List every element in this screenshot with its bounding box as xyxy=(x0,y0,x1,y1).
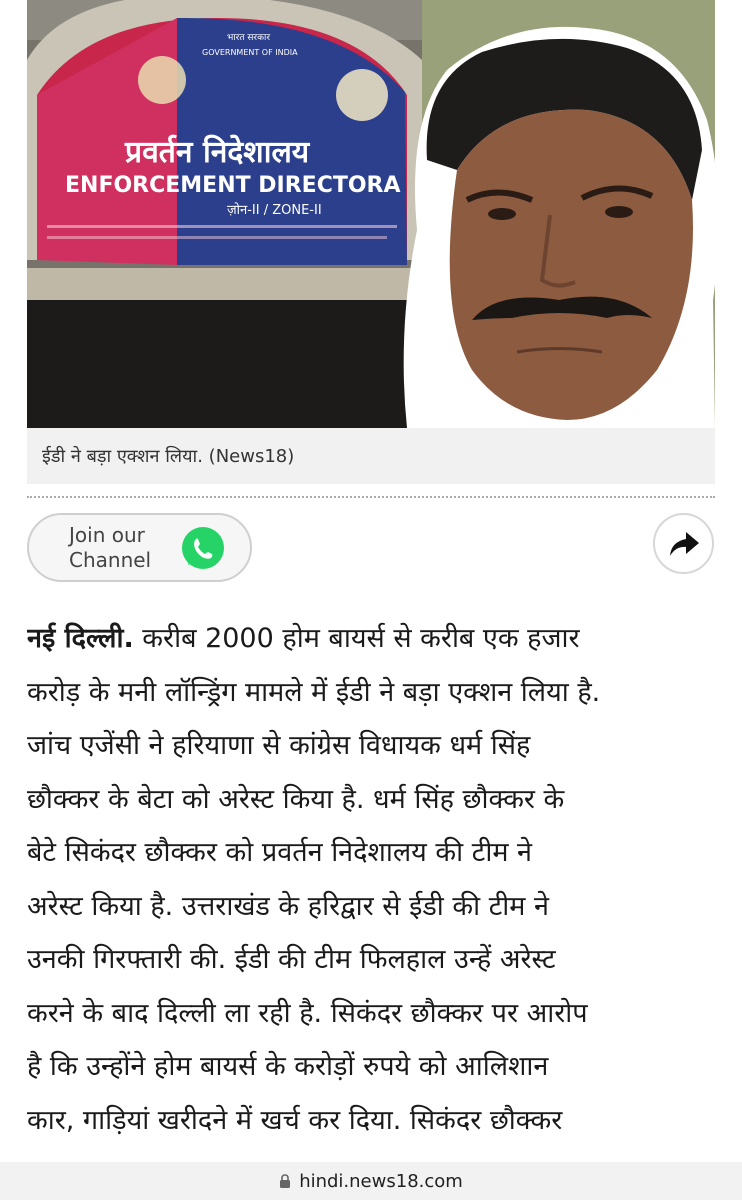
browser-url: hindi.news18.com xyxy=(299,1170,463,1192)
article-line: है कि उन्होंने होम बायर्स के करोड़ों रुपये को आलिशान xyxy=(27,1051,549,1082)
share-arrow-icon xyxy=(668,530,700,558)
section-divider xyxy=(27,496,715,498)
sign-english-title: ENFORCEMENT DIRECTORA xyxy=(65,173,401,198)
article-photo xyxy=(27,0,715,428)
article-body xyxy=(27,612,717,1164)
whatsapp-icon xyxy=(180,525,226,571)
ed-signboard xyxy=(37,18,407,265)
share-button[interactable] xyxy=(653,513,714,574)
join-channel-button[interactable] xyxy=(27,513,252,582)
browser-url-bar[interactable] xyxy=(0,1162,742,1200)
article-line: छौक्कर के बेटा को अरेस्ट किया है. धर्म सिंह छौक्कर के xyxy=(27,783,565,815)
photo-illustration xyxy=(27,0,715,428)
lock-icon xyxy=(279,1174,291,1189)
article-line: जांच एजेंसी ने हरियाणा से कांग्रेस विधायक धर्म सिंह xyxy=(27,730,531,761)
article-line: करने के बाद दिल्ली ला रही है. सिकंदर छौक्कर पर आरोप xyxy=(27,997,588,1029)
join-channel-line2: Channel xyxy=(69,547,152,572)
sign-hindi-title: प्रवर्तन निदेशालय xyxy=(125,135,310,170)
article-line-rest: करीब 2000 होम बायर्स से करीब एक हजार xyxy=(133,623,580,654)
article-line: बेटे सिकंदर छौक्कर को प्रवर्तन निदेशालय की टीम ने xyxy=(27,837,533,868)
join-channel-label xyxy=(69,523,179,573)
article-line xyxy=(27,612,717,666)
article-line: उनकी गिरफ्तारी की. ईडी की टीम फिलहाल उन्हें अरेस्ट xyxy=(27,944,556,975)
article-line: कार, गाड़ियां खरीदने में खर्च कर दिया. सिकंदर छौक्कर xyxy=(27,1104,563,1136)
article-line: अरेस्ट किया है. उत्तराखंड के हरिद्वार से ईडी की टीम ने xyxy=(27,890,550,922)
sign-english-small: GOVERNMENT OF INDIA xyxy=(202,48,298,57)
sign-hindi-small: भारत सरकार xyxy=(227,33,271,43)
person-portrait xyxy=(404,0,715,428)
join-channel-line1: Join our xyxy=(69,522,145,547)
photo-caption: ईडी ने बड़ा एक्शन लिया. (News18) xyxy=(27,428,715,484)
dateline: नई दिल्ली. xyxy=(27,623,134,654)
sign-zone: ज़ोन-II / ZONE-II xyxy=(227,203,322,218)
article-line: करोड़ के मनी लॉन्ड्रिंग मामले में ईडी ने बड़ा एक्शन लिया है. xyxy=(27,676,601,708)
